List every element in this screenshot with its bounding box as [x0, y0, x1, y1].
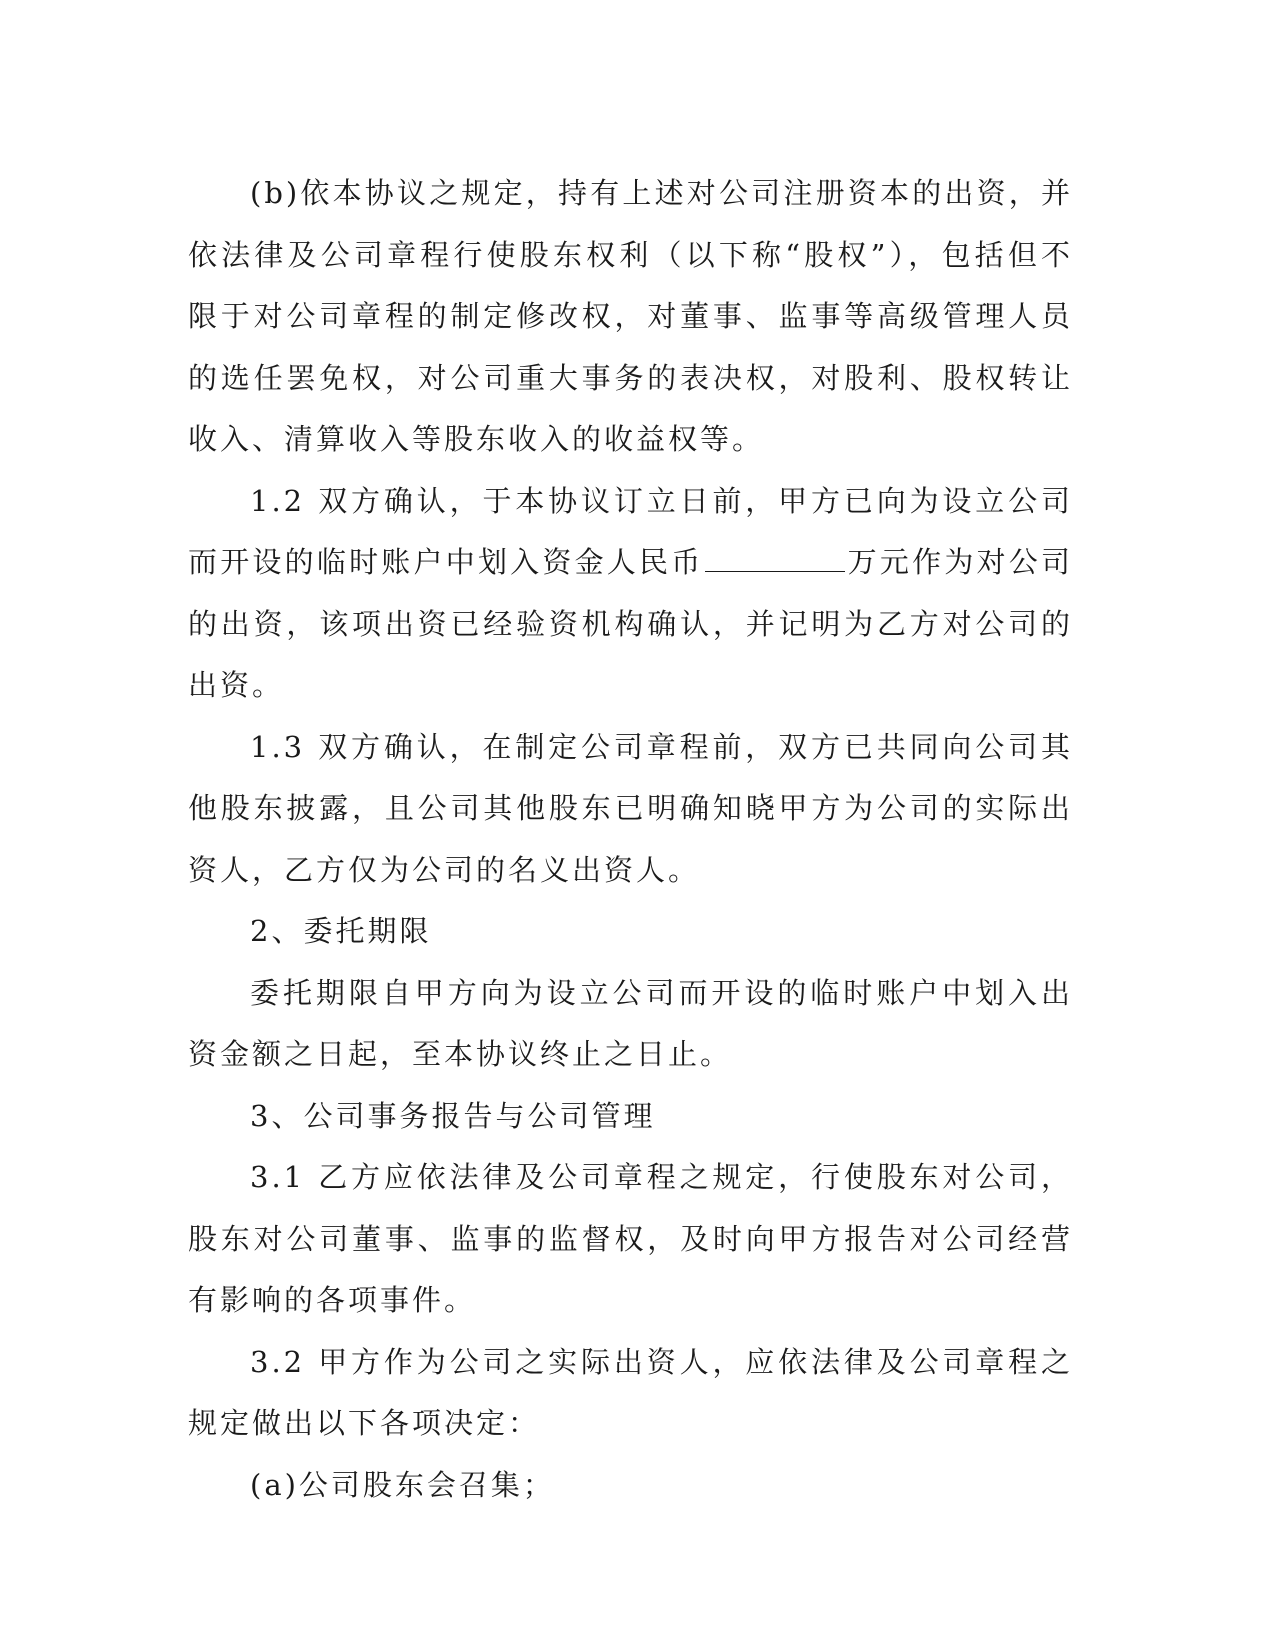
section-heading-2: 2、委托期限 — [250, 914, 432, 948]
clause-1-3: 1.3 双方确认，在制定公司章程前，双方已共同向公司其他股东披露，且公司其他股东已明确知晓甲方为公司的实际出资人，乙方仅为公司的名义出资人。 — [188, 729, 1073, 887]
clause-1-2 — [188, 471, 1073, 717]
section-heading-3: 3、公司事务报告与公司管理 — [250, 1098, 656, 1133]
document-body — [188, 163, 1073, 1516]
clause-1-2-before: 1.2 双方确认，于本协议订立日前，甲方已向为设立公司而开设的临时账户中划入资金人民币 — [188, 483, 1073, 579]
clause-3-1: 3.1 乙方应依法律及公司章程之规定，行使股东对公司，股东对公司董事、监事的监督权，及时向甲方报告对公司经营有影响的各项事件。 — [188, 1160, 1073, 1317]
amount-blank-line — [705, 545, 845, 572]
clause-2: 委托期限自甲方向为设立公司而开设的临时账户中划入出资金额之日起，至本协议终止之日止。 — [188, 975, 1073, 1071]
clause-1-1-b: (b)依本协议之规定，持有上述对公司注册资本的出资，并依法律及公司章程行使股东权利（以下称“股权”），包括但不限于对公司章程的制定修改权，对董事、监事等高级管理人员的选任罢免权，对公司重大事务的表决权，对股利、股权转让收入、清算收入等股东收入的收益权等。 — [188, 176, 1073, 456]
clause-1-2-after: 万元作为对公司的出资，该项出资已经验资机构确认，并记明为乙方对公司的出资。 — [188, 545, 1073, 702]
clause-3-2-a: (a)公司股东会召集； — [250, 1467, 555, 1502]
clause-3-2: 3.2 甲方作为公司之实际出资人，应依法律及公司章程之规定做出以下各项决定： — [188, 1344, 1073, 1440]
